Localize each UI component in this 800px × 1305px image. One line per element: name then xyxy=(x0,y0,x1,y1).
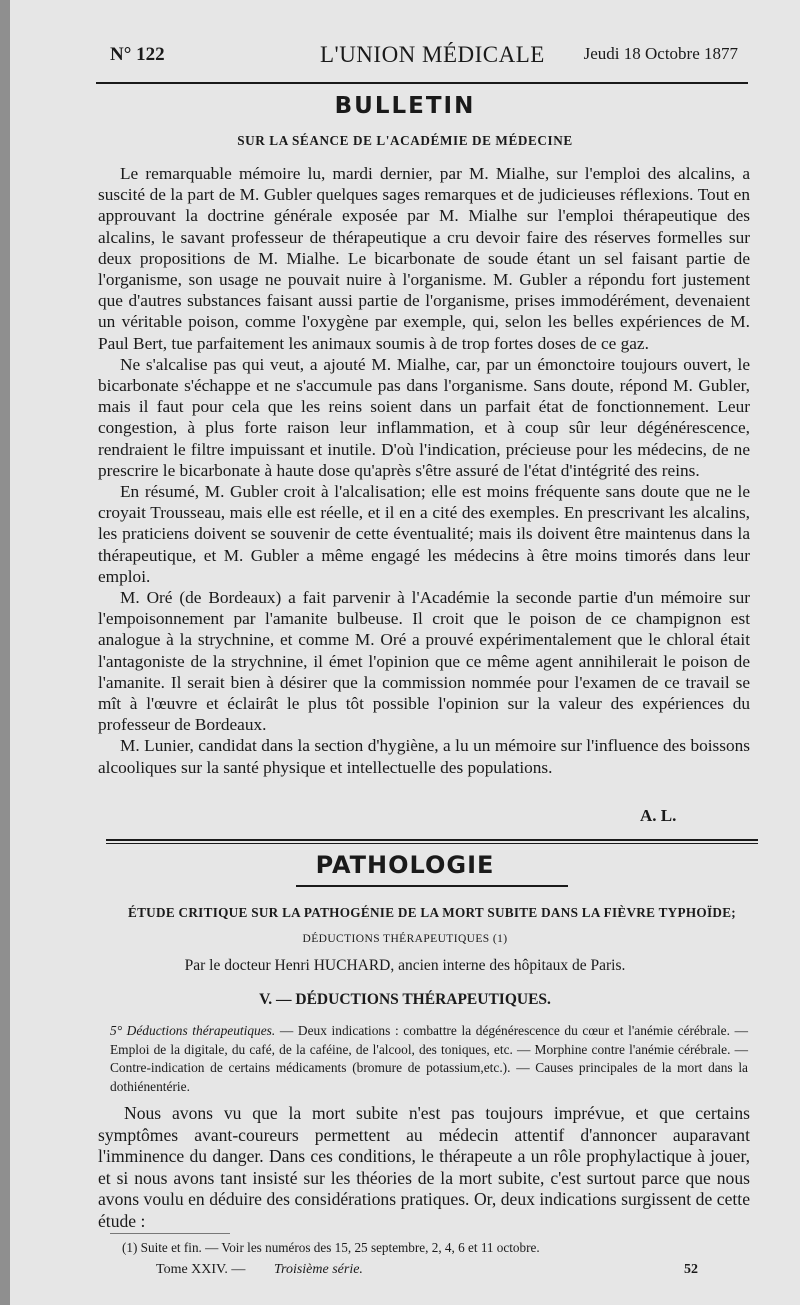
page-number: 52 xyxy=(684,1262,698,1277)
issue-number: N° 122 xyxy=(110,44,165,65)
summary-text: — Deux indications : combattre la dégénérescence du cœur et l'anémie cérébrale. — Emploi de la digitale, du café, de la caféine, de l'alcool, des toniques, etc. — Morphine contre l'anémie cérébrale. — Contre-indication de certains médicaments (bromure de potassium,etc.). — Causes principales de la mort dans la dothiénentérie. xyxy=(110,1023,748,1094)
bulletin-signature: A. L. xyxy=(640,806,677,825)
bulletin-title: BULLETIN xyxy=(334,93,476,119)
title-underline xyxy=(296,885,568,887)
header-rule xyxy=(96,82,748,84)
journal-page xyxy=(10,0,800,1305)
article-body xyxy=(98,1103,750,1233)
article-subtitle: DÉDUCTIONS THÉRAPEUTIQUES (1) xyxy=(302,933,508,945)
bulletin-subtitle: SUR LA SÉANCE DE L'ACADÉMIE DE MÉDECINE xyxy=(237,133,573,148)
bulletin-paragraph: M. Oré (de Bordeaux) a fait parvenir à l'Académie la seconde partie d'un mémoire sur l'empoisonnement par l'amanite bulbeuse. Il croit que le poison de ce champignon est analogue à la strychnine, et comme M. Oré a prouvé expérimentalement que le chloral était l'antagoniste de la strychnine, il émet l'opinion que ce même agent annihilerait le poison de l'amanite. Il serait bien à désirer que la commission nommée pour l'examen de ce travail se mît à l'œuvre et éclairât le plus tôt possible l'opinion sur la valeur des expériences du professeur de Bordeaux. xyxy=(98,588,750,735)
article-title: ÉTUDE CRITIQUE SUR LA PATHOGÉNIE DE LA MORT SUBITE DANS LA FIÈVRE TYPHOÏDE; xyxy=(127,905,737,920)
footnote-rule xyxy=(110,1233,230,1234)
section-heading: V. — DÉDUCTIONS THÉRAPEUTIQUES. xyxy=(259,991,551,1008)
section-double-rule-bottom xyxy=(106,843,758,844)
pathologie-title: PATHOLOGIE xyxy=(315,851,495,879)
footer-series: Troisième série. xyxy=(274,1262,363,1277)
page-footer xyxy=(156,1262,698,1282)
bulletin-paragraph: Ne s'alcalise pas qui veut, a ajouté M. Mialhe, car, par un émonctoire toujours ouvert, le bicarbonate s'échappe et ne s'accumule pas dans l'organisme. Sans doute, répond M. Gubler, mais il faut pour cela que les reins soient dans un parfait état de fonctionnement. Leur congestion, à plus forte raison leur inflammation, et à coup sûr leur dégénérescence, rendraient le filtre impuissant et inutile. D'où l'indication, précieuse pour les médecins, de ne prescrire le bicarbonate à haute dose qu'après s'être assuré de l'état d'intégrité des reins. xyxy=(98,354,750,480)
article-paragraph: Nous avons vu que la mort subite n'est pas toujours imprévue, et que certains symptômes avant-coureurs permettent au médecin attentif d'annoncer auparavant l'imminence du danger. Dans ces conditions, le thérapeute a un rôle prophylactique à jouer, et si nous avons tant insisté sur les théories de la mort subite, c'est surtout parce que nous avons voulu en déduire des considérations pratiques. Or, deux indications surgissent de cette étude : xyxy=(98,1103,750,1231)
footnote: (1) Suite et fin. — Voir les numéros des 15, 25 septembre, 2, 4, 6 et 11 octobre. xyxy=(122,1240,540,1255)
page-header xyxy=(110,44,738,76)
footer-tome: Tome XXIV. — xyxy=(156,1262,246,1277)
summary-lead: 5° Déductions thérapeutiques. xyxy=(110,1023,276,1038)
author-byline: Par le docteur Henri HUCHARD, ancien interne des hôpitaux de Paris. xyxy=(184,957,626,974)
bulletin-paragraph: M. Lunier, candidat dans la section d'hygiène, a lu un mémoire sur l'influence des boissons alcooliques sur la santé physique et intellectuelle des populations. xyxy=(98,736,750,777)
bulletin-paragraph: Le remarquable mémoire lu, mardi dernier, par M. Mialhe, sur l'emploi des alcalins, a suscité de la part de M. Gubler quelques sages remarques et de judicieuses réflexions. Tout en approuvant la doctrine générale exposée par M. Mialhe sur l'emploi thérapeutique des alcalins, le savant professeur de thérapeutique a cru devoir faire des réserves formelles sur deux propositions de M. Mialhe. Le bicarbonate de soude étant un sel faisant partie de l'organisme, son usage ne pouvait nuire à l'organisme. M. Gubler a répondu fort justement que d'autres substances faisant aussi partie de l'organisme, prises immodérément, devenaient un véritable poison, comme l'oxygène par exemple, qui, selon les belles expériences de M. Paul Bert, tue parfaitement les animaux soumis à de trop fortes doses de ce gaz. xyxy=(98,164,750,353)
section-summary xyxy=(110,1022,748,1096)
journal-name: L'UNION MÉDICALE xyxy=(320,42,545,67)
bulletin-body xyxy=(98,163,750,778)
issue-date: Jeudi 18 Octobre 1877 xyxy=(583,44,738,63)
section-double-rule-top xyxy=(106,839,758,841)
bulletin-paragraph: En résumé, M. Gubler croit à l'alcalisation; elle est moins fréquente sans doute que ne le croyait Trousseau, mais elle est réelle, et il en a cité des exemples. En prescrivant les alcalins, les praticiens doivent se souvenir de cette éventualité; mais ils doivent être maintenus dans la thérapeutique, et M. Gubler a même engagé les médecins à être moins timorés dans leur emploi. xyxy=(98,482,750,586)
